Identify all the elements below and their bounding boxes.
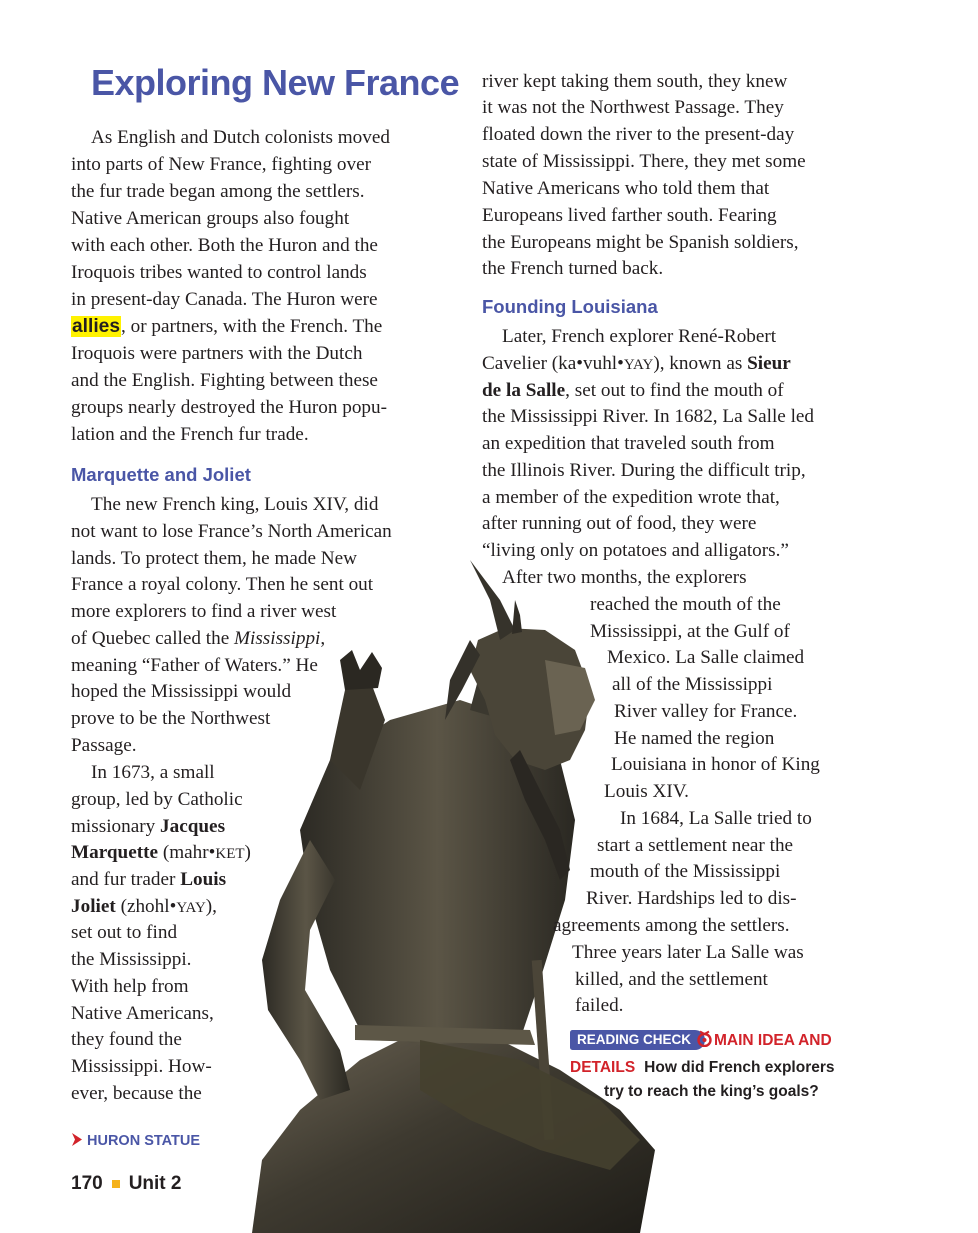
text-line: Marquette (mahr•KET)	[71, 842, 251, 863]
text-line: France a royal colony. Then he sent out	[71, 574, 374, 595]
text-line: all of the Mississippi	[612, 674, 773, 695]
vocab-term-allies[interactable]: allies	[72, 316, 121, 337]
text-line: Native Americans,	[71, 1003, 214, 1024]
unit-label: Unit 2	[128, 1173, 182, 1194]
text-line: with each other. Both the Huron and the	[71, 235, 378, 256]
page-title: Exploring New France	[91, 62, 460, 103]
text-line: Three years later La Salle was	[572, 942, 804, 963]
text-line: of Quebec called the Mississippi,	[71, 628, 326, 649]
text-line: Europeans lived farther south. Fearing	[482, 205, 777, 226]
text-line: As English and Dutch colonists moved	[91, 127, 390, 148]
reading-check-badge: READING CHECK	[570, 1030, 705, 1050]
photo-caption: HURON STATUE	[71, 1133, 200, 1149]
text-line: allies, or partners, with the French. The	[72, 316, 383, 337]
text-line: meaning “Father of Waters.” He	[71, 655, 318, 676]
text-line: reached the mouth of the	[590, 594, 781, 615]
text-line: Native Americans who told them that	[482, 178, 770, 199]
text-line: Louisiana in honor of King	[611, 754, 820, 775]
text-line: The new French king, Louis XIV, did	[91, 494, 379, 515]
text-line: Mexico. La Salle claimed	[607, 647, 805, 668]
text-line: it was not the Northwest Passage. They	[482, 97, 784, 118]
text-line: the French turned back.	[482, 258, 664, 279]
caption-arrow-icon	[71, 1133, 83, 1146]
text-line: the fur trade began among the settlers.	[71, 181, 365, 202]
text-line: failed.	[575, 995, 624, 1016]
text-line: the Illinois River. During the difficult trip,	[482, 460, 806, 481]
reading-check-skill: MAIN IDEA AND	[697, 1030, 832, 1050]
text-line: He named the region	[614, 728, 775, 749]
section-heading-founding-louisiana: Founding Louisiana	[482, 296, 658, 317]
text-line: With help from	[71, 976, 189, 997]
text-line: mouth of the Mississippi	[590, 861, 781, 882]
text-line: the Mississippi.	[71, 949, 192, 970]
text-line: into parts of New France, fighting over	[71, 154, 371, 175]
text-line: and the English. Fighting between these	[71, 370, 378, 391]
text-line: group, led by Catholic	[71, 789, 243, 810]
text-line: a member of the expedition wrote that,	[482, 487, 780, 508]
page-number: 170	[71, 1173, 103, 1194]
text-line: prove to be the Northwest	[71, 708, 271, 729]
text-line: floated down the river to the present-day	[482, 124, 795, 145]
text-line: set out to find	[71, 922, 178, 943]
section-heading-marquette-joliet: Marquette and Joliet	[71, 464, 251, 485]
text-line: River. Hardships led to dis-	[586, 888, 797, 909]
target-icon	[697, 1030, 712, 1047]
text-line: In 1684, La Salle tried to	[620, 808, 812, 829]
text-line: Iroquois were partners with the Dutch	[71, 343, 363, 364]
text-line: de la Salle, set out to find the mouth of	[482, 380, 784, 401]
text-line: hoped the Mississippi would	[71, 681, 292, 702]
text-line: River valley for France.	[614, 701, 798, 722]
footer-square-icon	[112, 1180, 120, 1188]
text-line: Native American groups also fought	[71, 208, 350, 229]
text-line: In 1673, a small	[91, 762, 215, 783]
text-line: agreements among the settlers.	[553, 915, 790, 936]
text-line: killed, and the settlement	[575, 969, 768, 990]
text-line: they found the	[71, 1029, 182, 1050]
text-line: Cavelier (ka•vuhl•YAY), known as Sieur	[482, 353, 791, 374]
text-line: river kept taking them south, they knew	[482, 71, 788, 92]
text-line: lands. To protect them, he made New	[71, 548, 358, 569]
text-line: After two months, the explorers	[502, 567, 747, 588]
text-line: ever, because the	[71, 1083, 202, 1104]
text-line: not want to lose France’s North American	[71, 521, 392, 542]
text-line: the Mississippi River. In 1682, La Salle led	[482, 406, 815, 427]
text-line: Passage.	[71, 735, 137, 756]
text-line: Iroquois tribes wanted to control lands	[71, 262, 367, 283]
text-line: Louis XIV.	[604, 781, 689, 802]
page-footer	[71, 1173, 181, 1195]
text-line: state of Mississippi. There, they met some	[482, 151, 806, 172]
text-line: Joliet (zhohl•YAY),	[71, 896, 217, 917]
text-line: “living only on potatoes and alligators.”	[482, 540, 789, 561]
text-line: missionary Jacques	[71, 816, 226, 837]
text-line: Mississippi, at the Gulf of	[590, 621, 790, 642]
text-line: an expedition that traveled south from	[482, 433, 775, 454]
reading-check-question: DETAILS How did French explorers	[570, 1059, 835, 1076]
text-line: in present-day Canada. The Huron were	[71, 289, 378, 310]
text-line: groups nearly destroyed the Huron popu-	[71, 397, 387, 418]
text-line: more explorers to find a river west	[71, 601, 337, 622]
text-line: lation and the French fur trade.	[71, 424, 309, 445]
text-line: Mississippi. How-	[71, 1056, 212, 1077]
text-line: and fur trader Louis	[71, 869, 227, 890]
text-line: the Europeans might be Spanish soldiers,	[482, 232, 799, 253]
text-line: Later, French explorer René-Robert	[502, 326, 777, 347]
reading-check-question-line2: try to reach the king’s goals?	[604, 1083, 819, 1100]
text-line: start a settlement near the	[597, 835, 794, 856]
text-line: after running out of food, they were	[482, 513, 757, 534]
